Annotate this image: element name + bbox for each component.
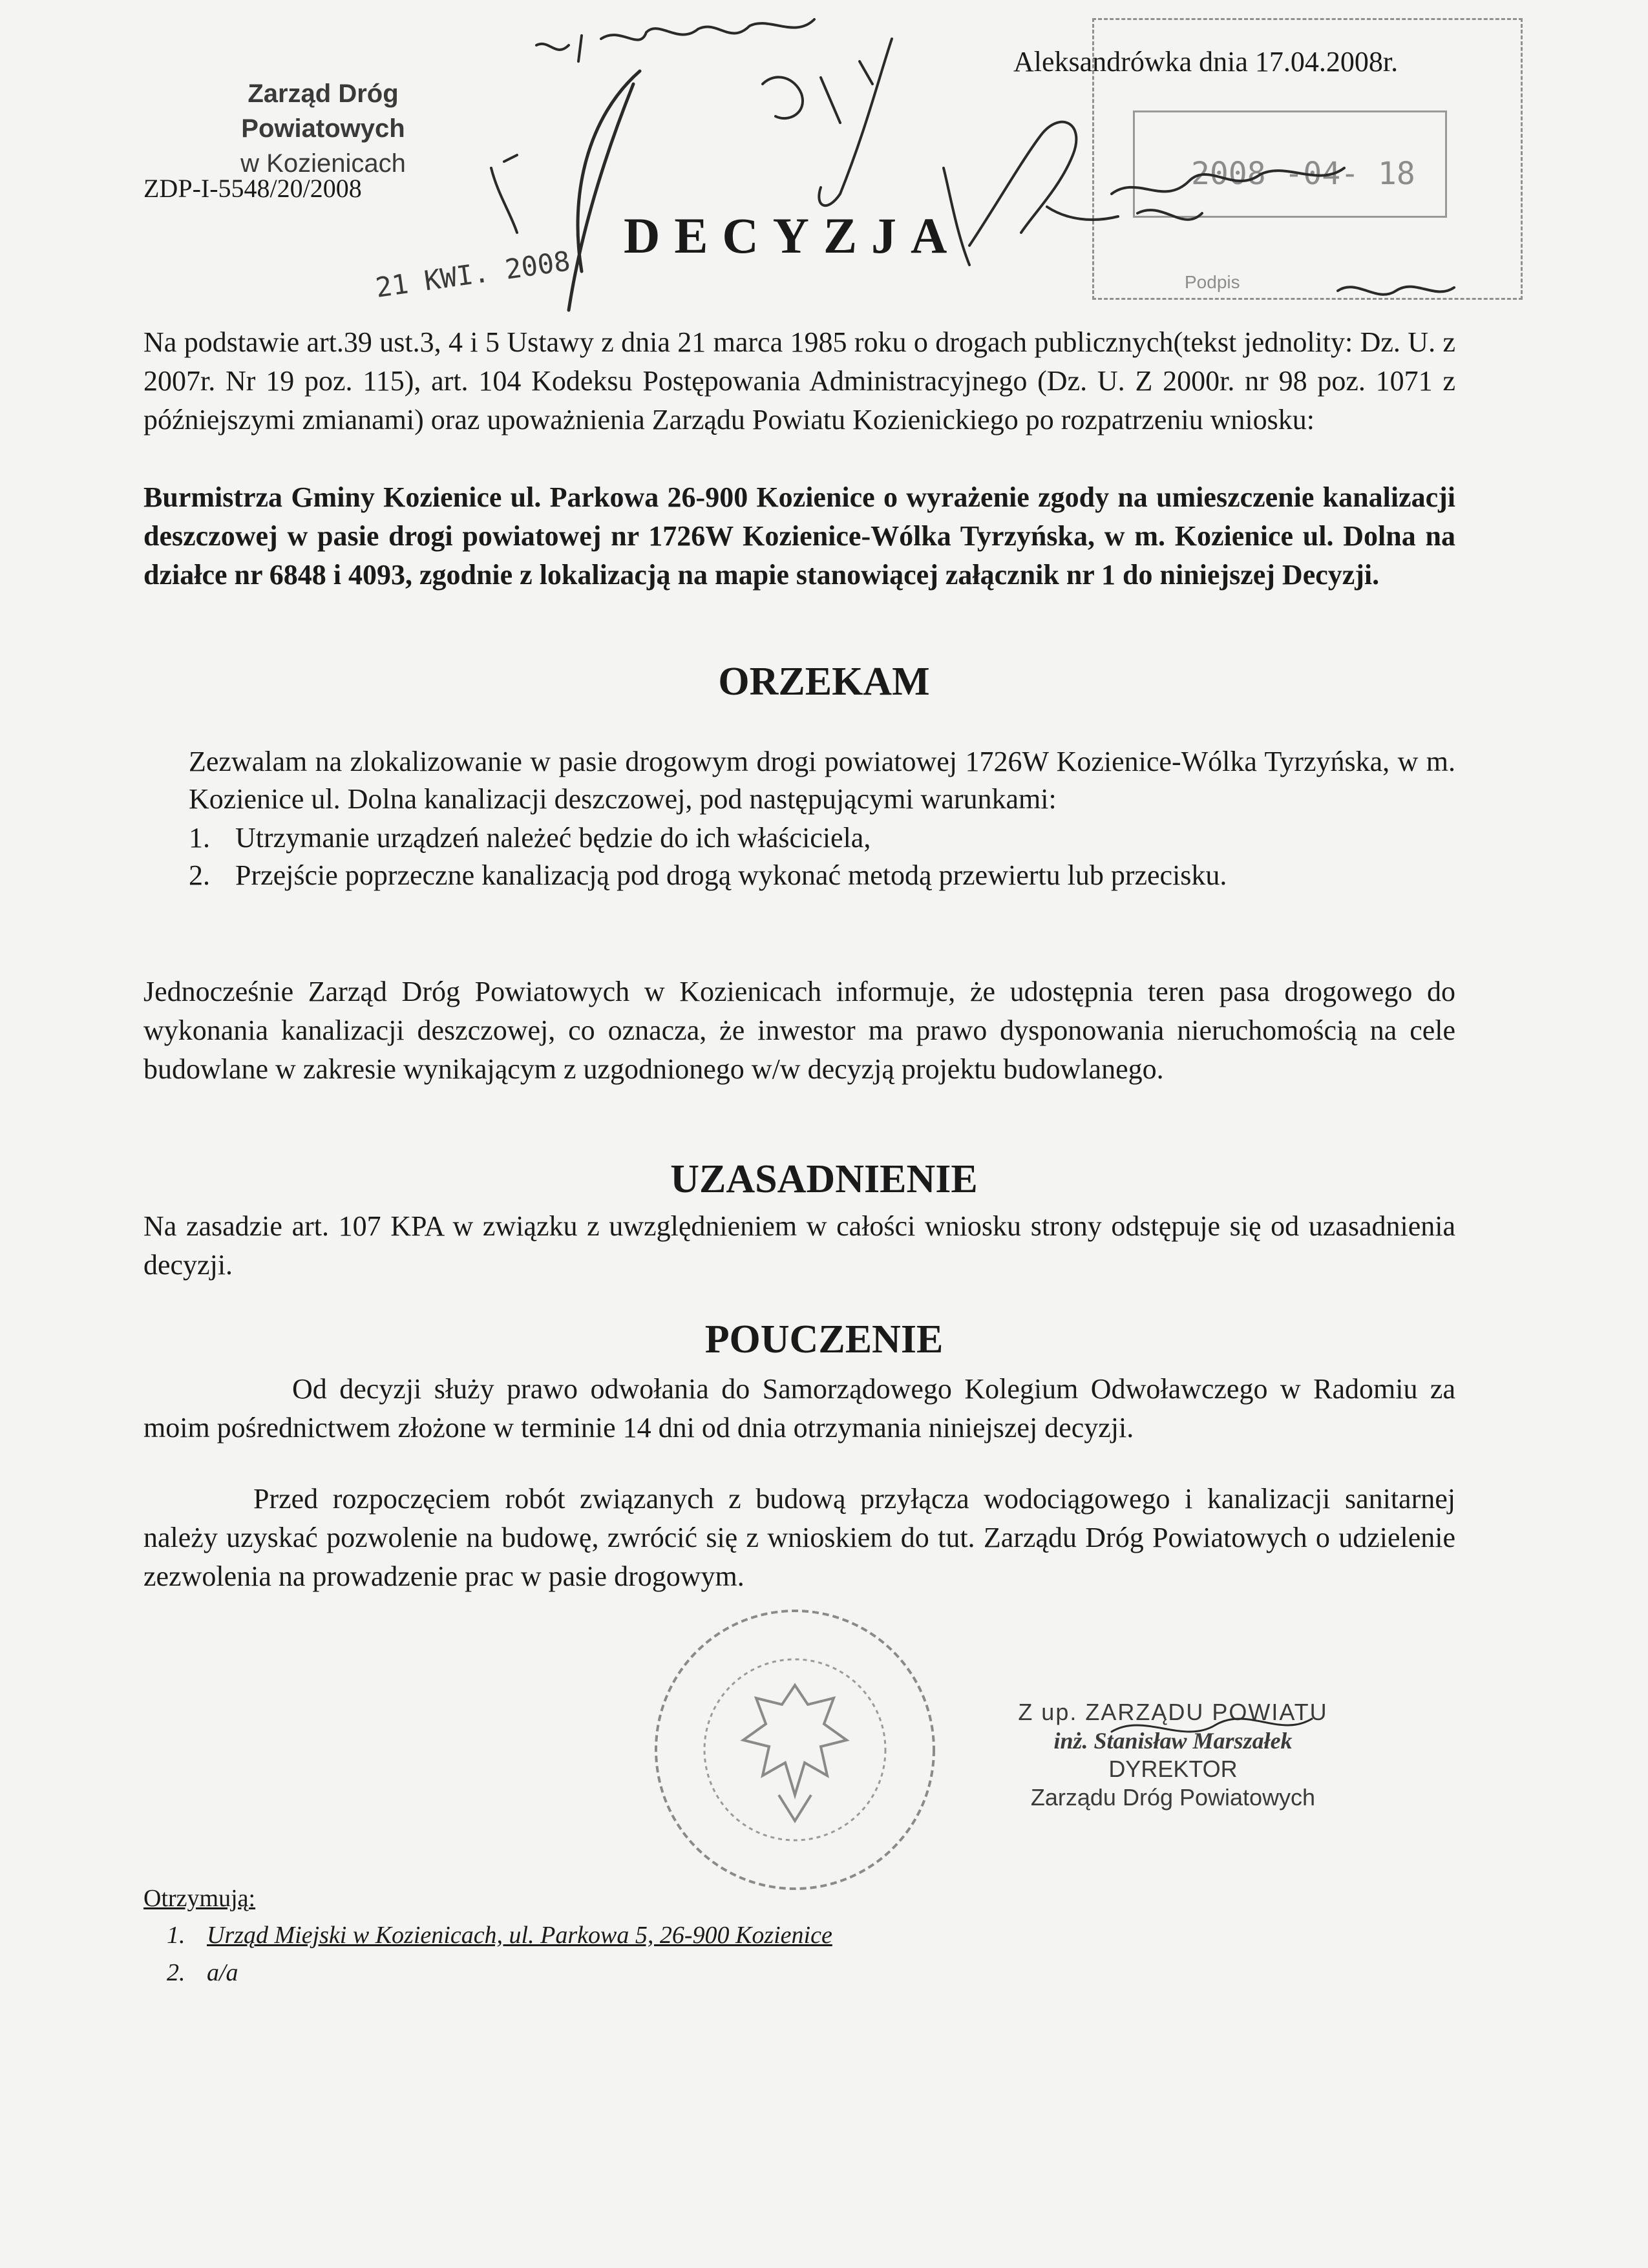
- place-and-date: Aleksandrówka dnia 17.04.2008r.: [1013, 46, 1399, 78]
- list-item: [189, 819, 1227, 857]
- list-item: [167, 1916, 832, 1954]
- list-item: [167, 1954, 832, 1991]
- legal-basis-paragraph: Na podstawie art.39 ust.3, 4 i 5 Ustawy z dnia 21 marca 1985 roku o drogach publicznych(tekst jednolity: Dz. U. z 2007r. Nr 19 poz. 115), art. 104 Kodeksu Postępowania Administracyjnego (Dz. U. Z 2000r. nr 98 poz. 1071 z późniejszymi zmianami) oraz upoważnienia Zarządu Powiatu Kozienickiego po rozpatrzeniu wniosku:: [143, 326, 1455, 436]
- justification-paragraph: Na zasadzie art. 107 KPA w związku z uwzględnieniem w całości wniosku strony odstępuje się od uzasadnienia decyzji.: [143, 1210, 1455, 1281]
- org-name-line2: w Kozienicach: [240, 149, 406, 178]
- list-item-text: Przejście poprzeczne kanalizacją pod drogą wykonać metodą przewiertu lub przecisku.: [235, 859, 1227, 891]
- org-name-line1: Zarząd Dróg Powiatowych: [241, 79, 405, 143]
- list-item-number: 1.: [189, 822, 210, 854]
- list-item-text: Urząd Miejski w Kozienicach, ul. Parkowa 5, 26-900 Kozienice: [207, 1922, 832, 1949]
- list-item-text: Utrzymanie urządzeń należeć będzie do ich właściciela,: [235, 822, 871, 854]
- document-title: DECYZJA: [624, 207, 962, 264]
- signature-authority: Z up. ZARZĄDU POWIATU: [1018, 1699, 1328, 1725]
- permit-instruction-paragraph: Przed rozpoczęciem robót związanych z budową przyłącza wodociągowego i kanalizacji sanitarnej należy uzyskać pozwolenie na budowę, zwrócić się z wnioskiem do tut. Zarządu Dróg Powiatowych o udzielenie zezwolenia na prowadzenie prac w pasie drogowym.: [143, 1483, 1455, 1592]
- heading-uzasadnienie: UZASADNIENIE: [670, 1157, 978, 1201]
- signatory-name: inż. Stanisław Marszałek: [1053, 1728, 1293, 1754]
- registration-stamp-date: 2008 -04- 18: [1191, 156, 1415, 192]
- list-item-number: 2.: [167, 1959, 185, 1986]
- list-item-number: 1.: [167, 1922, 185, 1949]
- recipients-heading: Otrzymują:: [143, 1885, 256, 1912]
- signature-block: [998, 1698, 1347, 1812]
- signatory-role: DYREKTOR: [1108, 1756, 1238, 1782]
- list-item-number: 2.: [189, 859, 210, 891]
- conditions-list: [189, 819, 1227, 894]
- appeal-instruction-paragraph: Od decyzji służy prawo odwołania do Samorządowego Kolegium Odwoławczego w Radomiu za moim pośrednictwem złożone w terminie 14 dni od dnia otrzymania niniejszej decyzji.: [143, 1373, 1455, 1444]
- received-date-stamp: 21 KWI. 2008: [374, 245, 573, 304]
- list-item: [189, 857, 1227, 894]
- official-seal-icon: [646, 1601, 944, 1898]
- heading-pouczenie: POUCZENIE: [704, 1318, 944, 1361]
- recipients-list: [167, 1916, 832, 1991]
- list-item-text: a/a: [207, 1959, 238, 1986]
- reference-number: ZDP-I-5548/20/2008: [143, 174, 362, 203]
- information-paragraph: Jednocześnie Zarząd Dróg Powiatowych w Kozienicach informuje, że udostępnia teren pasa drogowego do wykonania kanalizacji deszczowej, co oznacza, że inwestor ma prawo dysponowania nieruchomością na cele budowlane w zakresie wynikającym z uzgodnionego w/w decyzją projektu budowlanego.: [143, 976, 1455, 1085]
- registration-stamp: [1092, 18, 1523, 300]
- heading-orzekam: ORZEKAM: [718, 660, 930, 704]
- registration-stamp-sign-label: Podpis: [1185, 272, 1240, 292]
- application-summary: Burmistrza Gminy Kozienice ul. Parkowa 26-900 Kozienice o wyrażenie zgody na umieszczenie kanalizacji deszczowej w pasie drogi powiatowej nr 1726W Kozienice-Wólka Tyrzyńska, w m. Kozienice ul. Dolna na działce nr 6848 i 4093, zgodnie z lokalizacją na mapie stanowiącej załącznik nr 1 do niniejszej Decyzji.: [143, 481, 1455, 591]
- decision-paragraph: Zezwalam na zlokalizowanie w pasie drogowym drogi powiatowej 1726W Kozienice-Wólka Tyrzyńska, w m. Kozienice ul. Dolna kanalizacji deszczowej, pod następującymi warunkami:: [189, 746, 1455, 815]
- organization-stamp: [171, 76, 475, 181]
- signatory-organization: Zarządu Dróg Powiatowych: [1030, 1784, 1316, 1811]
